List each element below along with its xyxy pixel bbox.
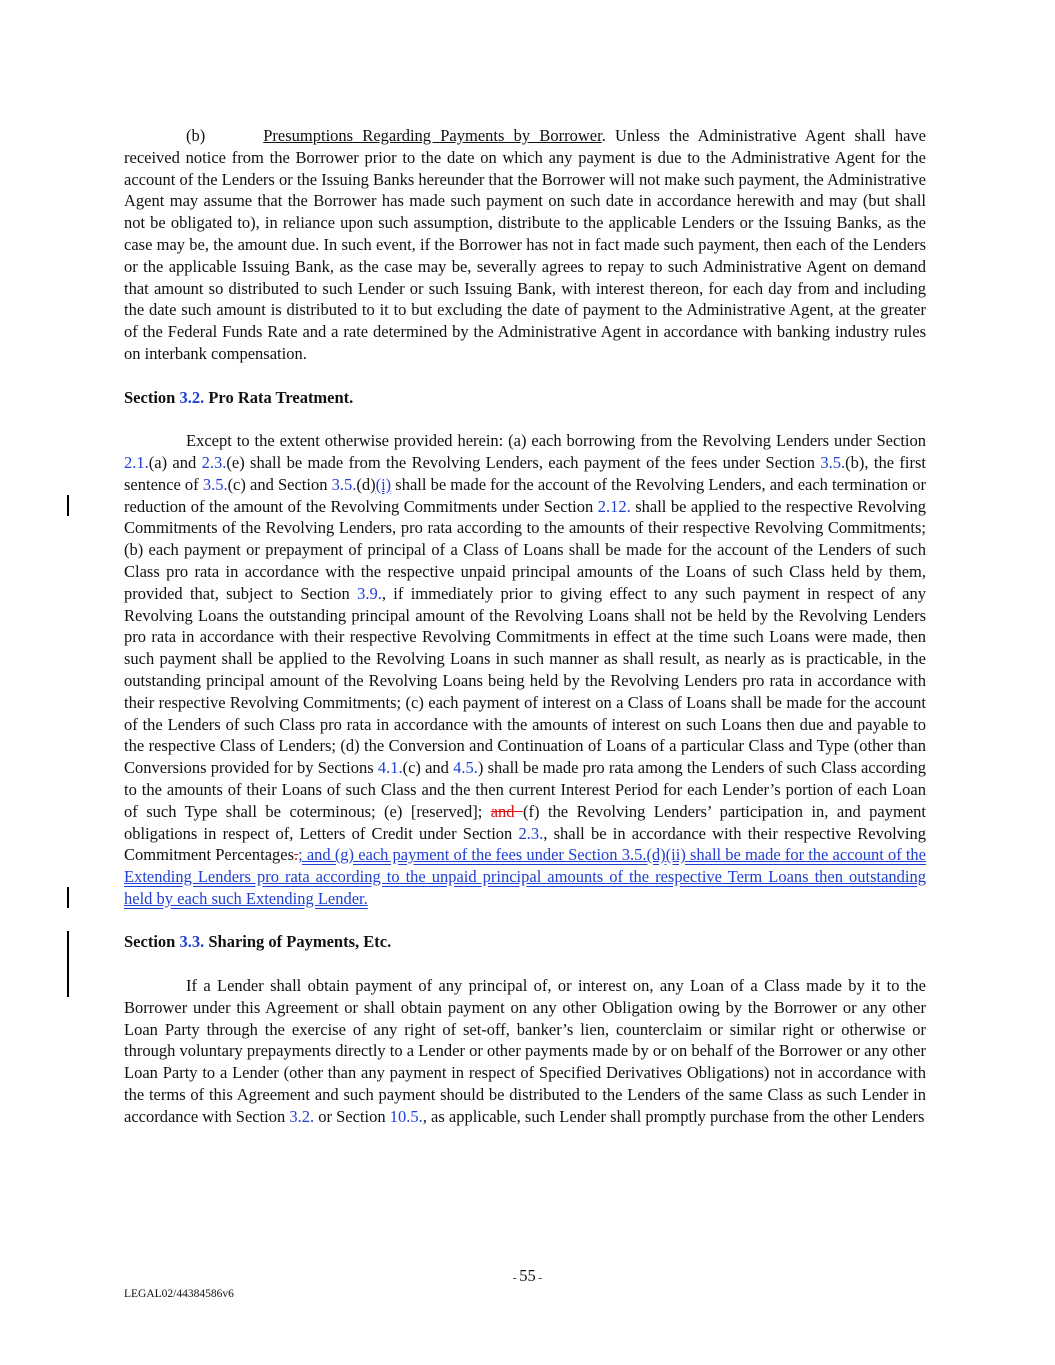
- cross-reference-link[interactable]: 2.1.: [124, 452, 149, 472]
- page-number: - 55 -: [512, 1266, 543, 1285]
- deleted-text: and: [490, 801, 524, 821]
- section-3-2-heading: Section 3.2. Pro Rata Treatment.: [124, 387, 354, 407]
- change-bar: [67, 495, 69, 516]
- section-3-3-heading: Section 3.3. Sharing of Payments, Etc.: [124, 932, 392, 952]
- inserted-text: ; and (g) each payment of the fees under Section 3.5.(d)(ii) shall be made for the account of the Extending Lenders pro rata according to the unpaid principal amounts of the respective Term Loans then outstanding held by each such Extending Lender.: [124, 845, 926, 908]
- cross-reference-link[interactable]: 3.9.: [357, 583, 382, 603]
- section-3-2-body: Except to the extent otherwise provided herein: (a) each borrowing from the Revolving Lenders under Section 2.1.(a) and 2.3.(e) shall be made from the Revolving Lenders, each payment of the fees under Section 3.5.(b), the first sentence of 3.5.(c) and Section 3.5.(d)(i) shall be made for the account of the Revolving Lenders, and each termination or reduction of the amount of the Revolving Commitments under Section 2.12. shall be applied to the respective Revolving Commitments of the Revolving Lenders, pro rata according to the amounts of their respective Revolving Commitments; (b) each payment or prepayment of principal of a Class of Loans shall be made for the account of the Lenders of such Class pro rata in accordance with the respective unpaid principal amounts of the Loans of such Class held by them, provided that, subject to Section 3.9., if immediately prior to giving effect to any such payment in respect of any Revolving Loans the outstanding principal amount of the Revolving Loans shall not be held by the Revolving Lenders pro rata in accordance with their respective Revolving Commitments in effect at the time such Loans were made, then such payment shall be applied to the Revolving Loans in such manner as shall result, as nearly as is practicable, in the outstanding principal amount of the Revolving Loans being held by the Revolving Lenders pro rata in accordance with their respective Revolving Commitments; (c) each payment of interest on a Class of Loans shall be made for the account of the Lenders of such Class pro rata in accordance with the amounts of interest on such Loans then due and payable to the respective Class of Lenders; (d) the Conversion and Continuation of Loans of a particular Class and Type (other than Conversions provided for by Sections 4.1.(c) and 4.5.) shall be made pro rata among the Lenders of such Class according to the amounts of their Loans of such Class and the then current Interest Period for each Lender’s portion of each Loan of such Type shall be coterminous; (e) [reserved]; and (f) the Revolving Lenders’ participation in, and payment obligations in respect of, Letters of Credit under Section 2.3., shall be in accordance with their respective Revolving Commitment Percentages.; and (g) each payment of the fees under Section 3.5.(d)(ii) shall be made for the account of the Extending Lenders pro rata according to the unpaid principal amounts of the respective Term Loans then outstanding held by each such Extending Lender.: [124, 431, 927, 908]
- cross-reference-link[interactable]: 2.12.: [597, 496, 631, 516]
- cross-reference-link[interactable]: 3.5.: [202, 474, 228, 494]
- inserted-text: (i): [375, 474, 392, 494]
- clause-heading: Presumptions Regarding Payments by Borrower: [263, 126, 602, 145]
- clause-label: (b): [186, 126, 206, 145]
- section-number-link[interactable]: 3.3.: [179, 932, 205, 952]
- document-page: [124, 125, 926, 1128]
- section-number-link[interactable]: 3.2.: [179, 387, 205, 407]
- cross-reference-link[interactable]: 2.3.: [518, 823, 544, 843]
- clause-text: . Unless the Administrative Agent shall have received notice from the Borrower prior to the date on which any payment is due to the Administrative Agent for the account of the Lenders or the Issuing Banks hereunder that the Borrower will not make such payment, the Administrative Agent may assume that the Borrower has made such payment on such date in accordance herewith and may (but shall not be obligated to), in reliance upon such assumption, distribute to the applicable Lenders or the Issuing Banks, as the case may be, the amount due. In such event, if the Borrower has not in fact made such payment, then each of the Lenders or the applicable Issuing Bank, as the case may be, severally agrees to repay to such Administrative Agent on demand that amount so distributed to such Lender or such Issuing Bank, with interest thereon, for each day from and including the date such amount is distributed to it to but excluding the date of payment to the Administrative Agent, at the greater of the Federal Funds Rate and a rate determined by the Administrative Agent in accordance with banking industry rules on interbank compensation.: [124, 126, 926, 363]
- change-bar: [67, 887, 69, 908]
- paragraph-b: [124, 125, 926, 365]
- cross-reference-link[interactable]: 3.5.: [331, 474, 357, 494]
- cross-reference-link[interactable]: 10.5.: [389, 1106, 423, 1126]
- deleted-text: .: [294, 845, 299, 865]
- cross-reference-link[interactable]: 4.1.: [377, 758, 403, 778]
- cross-reference-link[interactable]: 4.5.: [453, 758, 478, 778]
- cross-reference-link[interactable]: 3.5.: [820, 452, 846, 472]
- document-id: LEGAL02/44384586v6: [124, 1288, 234, 1300]
- change-bar: [67, 931, 69, 997]
- cross-reference-link[interactable]: 3.2.: [289, 1106, 315, 1126]
- section-3-3-body: If a Lender shall obtain payment of any principal of, or interest on, any Loan of a Class made by it to the Borrower under this Agreement or shall obtain payment on any other Obligation owing by the Borrower or any other Loan Party through the exercise of any right of set-off, banker’s lien, counterclaim or similar right or otherwise or through voluntary prepayments directly to a Lender or other payments made by or on behalf of the Borrower or any other Loan Party to a Lender (other than any payment in respect of Specified Derivatives Obligations) not in accordance with the terms of this Agreement and such payment should be distributed to the Lenders of the same Class as such Lender in accordance with Section 3.2. or Section 10.5., as applicable, such Lender shall promptly purchase from the other Lenders: [124, 976, 926, 1126]
- cross-reference-link[interactable]: 2.3.: [201, 452, 227, 472]
